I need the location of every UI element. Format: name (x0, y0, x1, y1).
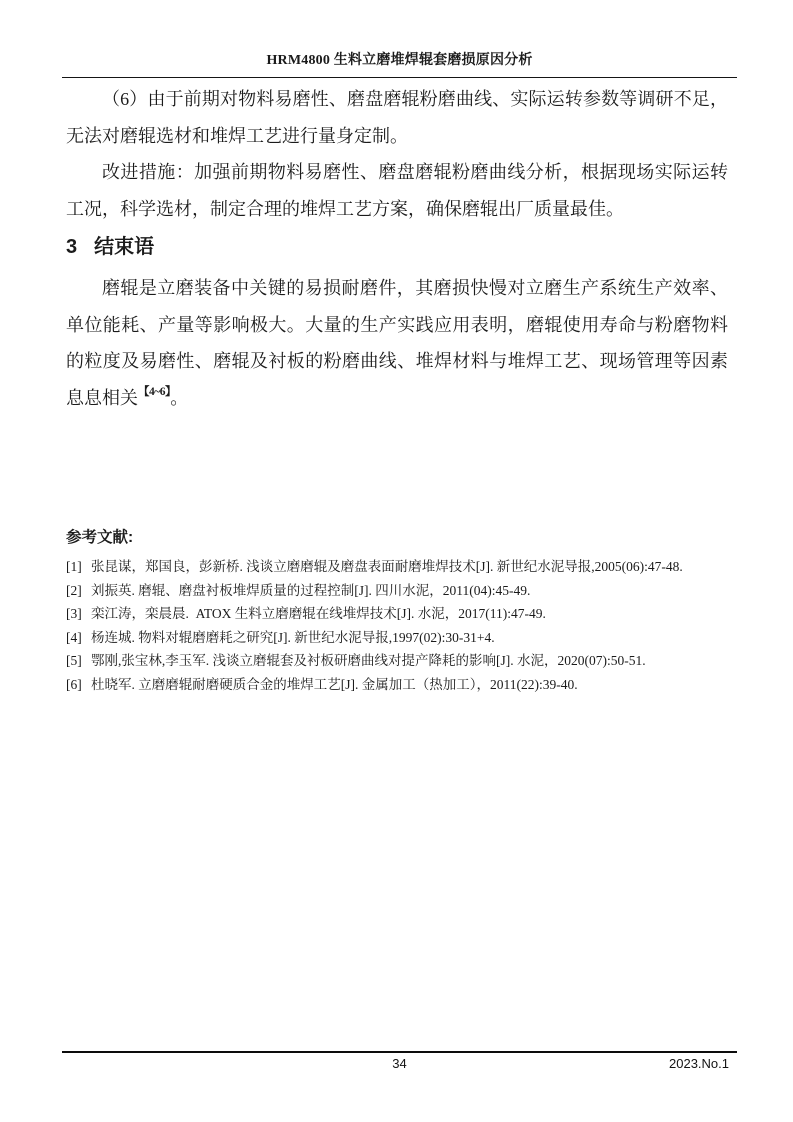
page-footer (62, 1051, 737, 1080)
footer-row (62, 1053, 737, 1080)
references-section (66, 528, 728, 696)
reference-text: 鄂刚,张宝林,李玉军. 浅谈立磨辊套及衬板研磨曲线对提产降耗的影响[J]. 水泥，2020(07):50-51. (91, 653, 646, 668)
reference-text: 张昆谋，郑国良，彭新桥. 浅谈立磨磨辊及磨盘表面耐磨堆焊技术[J]. 新世纪水泥导报,2005(06):47-48. (91, 559, 683, 574)
page-number: 34 (392, 1056, 407, 1071)
paragraph-improvement-measures: 改进措施：加强前期物料易磨性、磨盘磨辊粉磨曲线分析，根据现场实际运转工况，科学选材，制定合理的堆焊工艺方案，确保磨辊出厂质量最佳。 (66, 162, 728, 219)
reference-item (66, 673, 728, 697)
page-body (66, 78, 728, 696)
reference-marker: [5] (66, 653, 82, 668)
issue-label: 2023.No.1 (669, 1056, 729, 1071)
reference-marker: [4] (66, 629, 82, 645)
reference-text: 栾江涛，栾晨晨. ATOX 生料立磨磨辊在线堆焊技术[J]. 水泥，2017(11):47-49. (91, 606, 546, 621)
section-title: 结束语 (94, 236, 155, 258)
citation-superscript: 【4~6】 (138, 385, 171, 398)
reference-text: 杜晓军. 立磨磨辊耐磨硬质合金的堆焊工艺[J]. 金属加工（热加工），2011(22):39-40. (91, 676, 578, 692)
reference-marker: [6] (66, 676, 82, 692)
references-heading: 参考文献: (66, 529, 134, 546)
running-header (62, 0, 737, 78)
paragraph-item6: （6）由于前期对物料易磨性、磨盘磨辊粉磨曲线、实际运转参数等调研不足，无法对磨辊选材和堆焊工艺进行量身定制。 (66, 89, 728, 146)
reference-item (66, 555, 728, 579)
reference-item (66, 649, 728, 673)
reference-marker: [3] (66, 606, 82, 621)
reference-text: 杨连城. 物料对辊磨磨耗之研究[J]. 新世纪水泥导报,1997(02):30-31+4. (91, 629, 495, 645)
section-number: 3 (66, 236, 78, 258)
reference-item (66, 626, 728, 650)
reference-marker: [2] (66, 582, 82, 598)
section-heading-conclusion (66, 234, 728, 261)
running-header-title: HRM4800 生料立磨堆焊辊套磨损原因分析 (266, 53, 533, 68)
paragraph-conclusion (66, 270, 728, 416)
reference-item (66, 602, 728, 626)
reference-text: 刘振英. 磨辊、磨盘衬板堆焊质量的过程控制[J]. 四川水泥，2011(04):45-49. (91, 582, 531, 598)
conclusion-text: 磨辊是立磨装备中关键的易损耐磨件，其磨损快慢对立磨生产系统生产效率、单位能耗、产量等影响极大。大量的生产实践应用表明，磨辊使用寿命与粉磨物料的粒度及易磨性、磨辊及衬板的粉磨曲线、堆焊材料与堆焊工艺、现场管理等因素息息相关 (66, 278, 728, 408)
reference-item (66, 579, 728, 603)
reference-marker: [1] (66, 559, 82, 574)
conclusion-period: 。 (170, 387, 189, 408)
